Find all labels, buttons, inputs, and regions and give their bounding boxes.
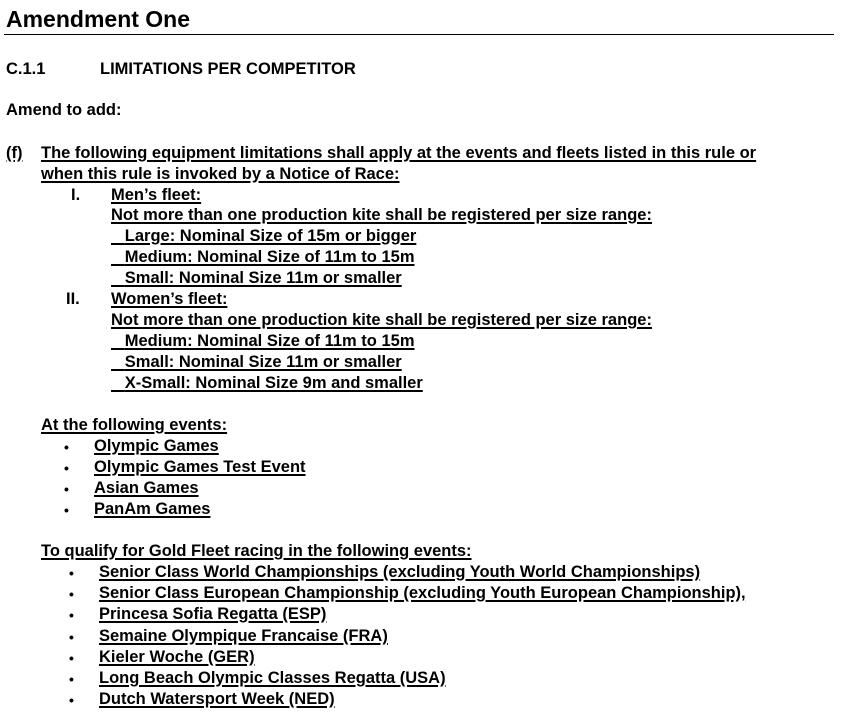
event-item: Asian Games — [94, 479, 199, 497]
bullet: • — [64, 460, 69, 476]
section-heading: LIMITATIONS PER COMPETITOR — [100, 60, 356, 78]
gold-event-item: Dutch Watersport Week (NED) — [99, 690, 335, 708]
gold-fleet-heading: To qualify for Gold Fleet racing in the following events: — [41, 542, 472, 560]
fleet-rule: Not more than one production kite shall be registered per size range: — [111, 311, 652, 329]
title-rule — [4, 34, 834, 35]
size-range: Medium: Nominal Size of 11m to 15m — [124, 332, 415, 350]
size-range: Small: Nominal Size 11m or smaller — [124, 353, 402, 371]
bullet: • — [69, 565, 74, 581]
section-number: C.1.1 — [6, 60, 46, 78]
gold-event-item: Kieler Woche (GER) — [99, 648, 255, 666]
bullet: • — [64, 481, 69, 497]
page-title: Amendment One — [6, 6, 191, 32]
size-range: Small: Nominal Size 11m or smaller — [124, 269, 402, 287]
fleet-name: Men’s fleet: — [111, 186, 202, 204]
gold-event-item: Senior Class World Championships (excluding Youth World Championships) — [99, 563, 701, 581]
event-item: Olympic Games — [94, 437, 219, 455]
gold-event-item: Princesa Sofia Regatta (ESP) — [99, 605, 327, 623]
bullet: • — [69, 650, 74, 666]
fleet-numeral: I. — [71, 186, 81, 204]
bullet: • — [69, 671, 74, 687]
gold-event-item: Long Beach Olympic Classes Regatta (USA) — [99, 669, 446, 687]
size-range: Large: Nominal Size of 15m or bigger — [124, 227, 417, 245]
size-range: Medium: Nominal Size of 11m to 15m — [124, 248, 415, 266]
amend-label: Amend to add: — [6, 101, 122, 119]
bullet: • — [64, 502, 69, 518]
clause-marker: (f) — [6, 144, 23, 162]
gold-event-item: Senior Class European Championship (excluding Youth European Championship), — [99, 584, 746, 602]
clause-line-2: when this rule is invoked by a Notice of Race: — [41, 165, 400, 183]
event-item: PanAm Games — [94, 500, 211, 518]
fleet-numeral: II. — [66, 290, 80, 308]
gold-event-item: Semaine Olympique Francaise (FRA) — [99, 627, 388, 645]
clause-line-1: The following equipment limitations shall apply at the events and fleets listed in this rule or — [41, 144, 757, 162]
bullet: • — [69, 629, 74, 645]
size-range: X-Small: Nominal Size 9m and smaller — [124, 374, 423, 392]
bullet: • — [69, 692, 74, 708]
event-item: Olympic Games Test Event — [94, 458, 306, 476]
bullet: • — [69, 607, 74, 623]
fleet-rule: Not more than one production kite shall be registered per size range: — [111, 206, 652, 224]
bullet: • — [69, 586, 74, 602]
fleet-name: Women’s fleet: — [111, 290, 228, 308]
bullet: • — [64, 439, 69, 455]
events-heading: At the following events: — [41, 416, 228, 434]
